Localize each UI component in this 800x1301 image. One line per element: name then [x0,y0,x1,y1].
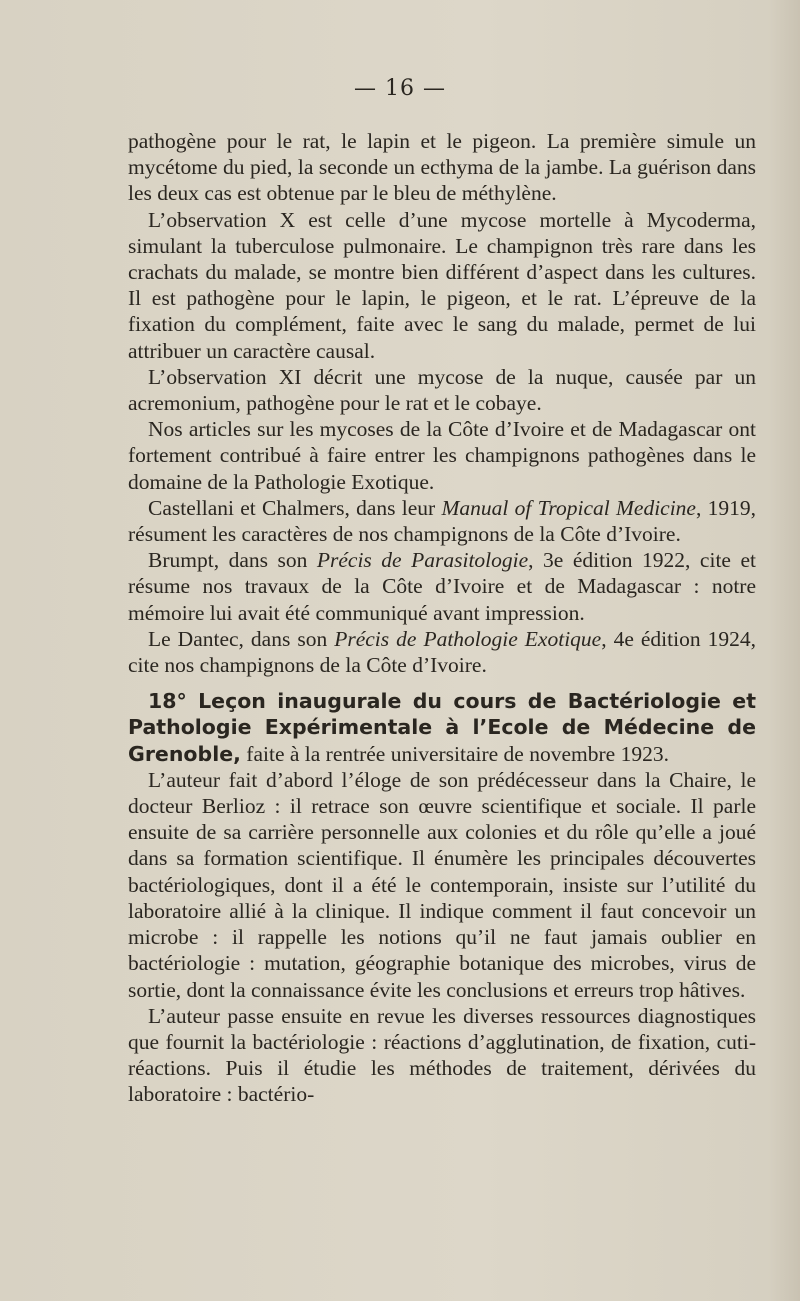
paragraph-3: L’observation XI décrit une mycose de la nuque, causée par un acremonium, pathogène pour le rat et le cobaye. [128,364,756,416]
paragraph-6 [128,547,756,626]
paragraph-7-before: Le Dantec, dans son [148,626,335,651]
book-title-precis-pathologie: Précis de Pathologie Exotique [334,626,602,651]
book-title-precis-parasitologie: Précis de Parasitologie [316,548,529,573]
paragraph-7-after: , 4e édition 1924, cite nos champignons de la Côte d’Ivoire. [128,626,756,678]
section-paragraph-2: L’auteur passe ensuite en revue les diverses ressources diagnostiques que fournit la bactériologie : réactions d’agglutination, de fixation, cuti-réactions. Puis il étudie les méthodes de traitement, dérivées du laboratoire : bactério- [128,1003,756,1107]
paragraph-4: Nos articles sur les mycoses de la Côte d’Ivoire et de Madagascar ont fortement contribué à faire entrer les champignons pathogènes dans le domaine de la Pathologie Exotique. [128,417,756,494]
paragraph-5-after: , 1919, résument les caractères de nos champignons de la Côte d’Ivoire. [128,495,757,547]
paragraph-7 [128,626,756,678]
book-title-manual: Manual of Tropical Medicine [441,495,696,520]
paragraph-5 [128,495,756,547]
paragraph-6-before: Brumpt, dans son [148,548,317,573]
section-18-intro [128,688,756,767]
paragraph-6-after: , 3e édition 1922, cite et résume nos travaux de la Côte d’Ivoire et de Madagascar : notre mémoire lui avait été communiqué avant impression. [128,548,756,625]
body-text [128,128,756,1108]
section-paragraph-1: L’auteur fait d’abord l’éloge de son prédécesseur dans la Chaire, le docteur Berlioz : il retrace son œuvre scientifique et sociale. Il parle ensuite de sa carrière personnelle aux colonies et du rôle qu’elle a joué dans sa formation scientifique. Il énumère les principales découvertes bactériologiques, dont il a été le contemporain, insiste sur l’utilité du laboratoire allié à la clinique. Il indique comment il faut concevoir un microbe : il rappelle les notions qu’il ne faut jamais oublier en bactériologie : mutation, géographie botanique des microbes, virus de sortie, dont la connaissance évite les conclusions et erreurs trop hâtives. [128,767,756,1002]
page-number: — 16 — [354,76,446,101]
paragraph-5-before: Castellani et Chalmers, dans leur [148,495,442,520]
paragraph-2: L’observation X est celle d’une mycose mortelle à Mycoderma, simulant la tuberculose pulmonaire. Le champignon très rare dans les crachats du malade, se montre bien différent d’aspect dans les cultures. Il est pathogène pour le lapin, le pigeon, et le rat. L’épreuve de la fixation du complément, faite avec le sang du malade, permet de lui attribuer un caractère causal. [128,207,756,363]
section-heading-rest: faite à la rentrée universitaire de novembre 1923. [240,741,669,766]
paragraph-1: pathogène pour le rat, le lapin et le pigeon. La première simule un mycétome du pied, la seconde un ecthyma de la jambe. La guérison dans les deux cas est obtenue par le bleu de méthylène. [128,129,756,206]
section-heading: 18° Leçon inaugurale du cours de Bactériologie et Pathologie Expérimentale à l’Ecole de Médecine de Grenoble, [128,689,756,766]
